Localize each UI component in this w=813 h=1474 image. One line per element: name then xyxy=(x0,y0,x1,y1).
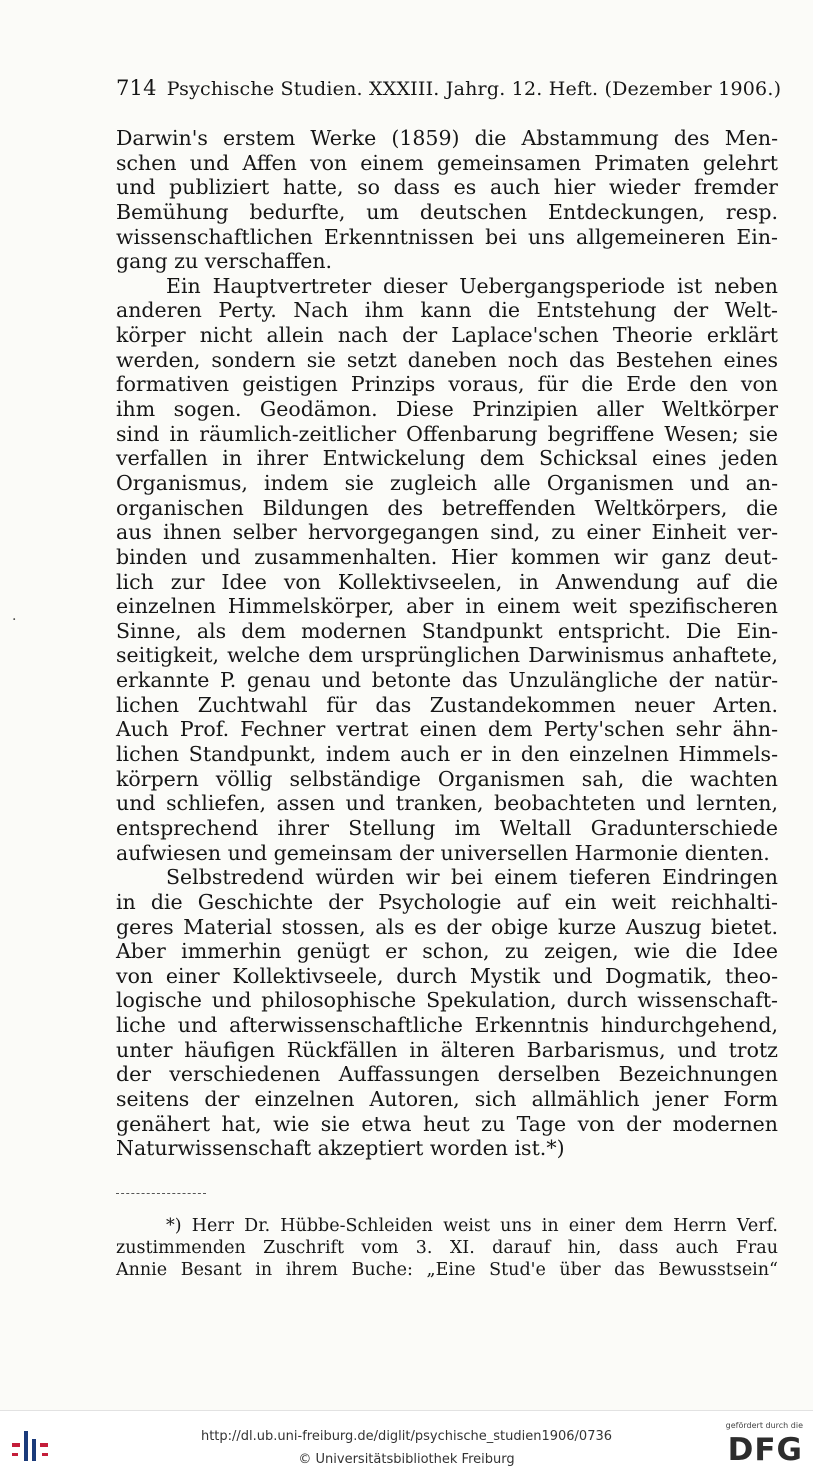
text-line: logische und philosophische Spekulation, durch wissenschaft- xyxy=(116,988,778,1013)
text-line: verfallen in ihrer Entwickelung dem Schicksal eines jeden xyxy=(116,446,778,471)
text-line: gang zu verschaffen. xyxy=(116,249,333,274)
footnote-line: *) Herr Dr. Hübbe-Schleiden weist uns in einer dem Herrn Verf. xyxy=(166,1216,778,1236)
text-line: einzelnen Himmelskörper, aber in einem weit spezifischeren xyxy=(116,594,778,619)
text-line: lichen Zuchtwahl für das Zustandekommen neuer Arten. xyxy=(116,692,778,717)
text-line: Sinne, als dem modernen Standpunkt entspricht. Die Ein- xyxy=(116,618,778,643)
footnote-line: zustimmenden Zuschrift vom 3. XI. darauf hin, dass auch Frau xyxy=(116,1238,778,1258)
footnote xyxy=(116,1215,778,1281)
dfg-logo xyxy=(711,1421,803,1471)
text-line: entsprechend ihrer Stellung im Weltall Gradunterschiede xyxy=(116,815,778,840)
footnote-line: Annie Besant in ihrem Buche: „Eine Stud'e über das Bewusstsein“ xyxy=(116,1260,778,1280)
footer-copyright: © Universitätsbibliothek Freiburg xyxy=(298,1452,515,1467)
text-line: formativen geistigen Prinzips voraus, für die Erde den von xyxy=(116,372,778,397)
text-line: geres Material stossen, als es der obige kurze Auszug bietet. xyxy=(116,914,778,939)
dfg-caption: gefördert durch die xyxy=(725,1421,803,1430)
text-line: unter häufigen Rückfällen in älteren Barbarismus, und trotz xyxy=(116,1037,778,1062)
text-line: anderen Perty. Nach ihm kann die Entstehung der Welt- xyxy=(116,298,778,323)
text-line: und schliefen, assen und tranken, beobachteten und lernten, xyxy=(116,791,778,816)
body-text xyxy=(116,126,778,1161)
footer-url[interactable]: http://dl.ub.uni-freiburg.de/diglit/psychische_studien1906/0736 xyxy=(200,1429,613,1444)
text-line: binden und zusammenhalten. Hier kommen wir ganz deut- xyxy=(116,544,778,569)
footnote-separator xyxy=(116,1193,206,1194)
text-line: Bemühung bedurfte, um deutschen Entdeckungen, resp. xyxy=(116,199,778,224)
text-line: körper nicht allein nach der Laplace'schen Theorie erklärt xyxy=(116,323,778,348)
text-line: werden, sondern sie setzt daneben noch das Bestehen eines xyxy=(116,347,778,372)
text-line: erkannte P. genau und betonte das Unzulängliche der natür- xyxy=(116,668,778,693)
margin-mark: · xyxy=(12,612,17,628)
dfg-logo-text: DFG xyxy=(727,1432,803,1468)
text-line: seitens der einzelnen Autoren, sich allmählich jener Form xyxy=(116,1086,778,1111)
text-line: Ein Hauptvertreter dieser Uebergangsperiode ist neben xyxy=(166,273,778,298)
text-line: Organismus, indem sie zugleich alle Organismen und an- xyxy=(116,470,778,495)
text-line: liche und afterwissenschaftliche Erkenntnis hindurchgehend, xyxy=(116,1013,778,1038)
footer-bar xyxy=(0,1410,813,1474)
text-line: genähert hat, wie sie etwa heut zu Tage von der modernen xyxy=(116,1111,778,1136)
text-line: aufwiesen und gemeinsam der universellen Harmonie dienten. xyxy=(116,840,770,865)
text-line: schen und Affen von einem gemeinsamen Primaten gelehrt xyxy=(116,150,778,175)
text-line: wissenschaftlichen Erkenntnissen bei uns allgemeineren Ein- xyxy=(116,224,778,249)
text-line: Aber immerhin genügt er schon, zu zeigen, wie die Idee xyxy=(116,939,778,964)
text-line: aus ihnen selber hervorgegangen sind, zu einer Einheit ver- xyxy=(116,520,778,545)
text-line: körpern völlig selbständige Organismen sah, die wachten xyxy=(116,766,778,791)
text-line: lichen Standpunkt, indem auch er in den einzelnen Himmels- xyxy=(116,742,778,767)
text-line: sind in räumlich-zeitlicher Offenbarung begriffene Wesen; sie xyxy=(116,421,778,446)
text-line: ihm sogen. Geodämon. Diese Prinzipien aller Weltkörper xyxy=(116,397,778,422)
running-header xyxy=(116,76,782,101)
text-line: Darwin's erstem Werke (1859) die Abstammung des Men- xyxy=(116,126,778,150)
text-line: lich zur Idee von Kollektivseelen, in Anwendung auf die xyxy=(116,569,778,594)
text-line: von einer Kollektivseele, durch Mystik und Dogmatik, theo- xyxy=(116,963,778,988)
text-line: organischen Bildungen des betreffenden Weltkörpers, die xyxy=(116,495,778,520)
text-line: und publiziert hatte, so dass es auch hier wieder fremder xyxy=(116,175,778,200)
text-line: in die Geschichte der Psychologie auf ein weit reichhalti- xyxy=(116,889,778,914)
text-line: der verschiedenen Auffassungen derselben Bezeichnungen xyxy=(116,1062,778,1087)
text-line: Auch Prof. Fechner vertrat einen dem Perty'schen sehr ähn- xyxy=(116,717,778,742)
text-line: Naturwissenschaft akzeptiert worden ist.*) xyxy=(116,1136,565,1161)
text-line: Selbstredend würden wir bei einem tieferen Eindringen xyxy=(166,865,778,890)
page-number: 714 xyxy=(116,76,157,100)
text-line: seitigkeit, welche dem ursprünglichen Darwinismus anhaftete, xyxy=(116,643,778,668)
running-title: Psychische Studien. XXXIII. Jahrg. 12. Heft. (Dezember 1906.) xyxy=(166,78,782,100)
